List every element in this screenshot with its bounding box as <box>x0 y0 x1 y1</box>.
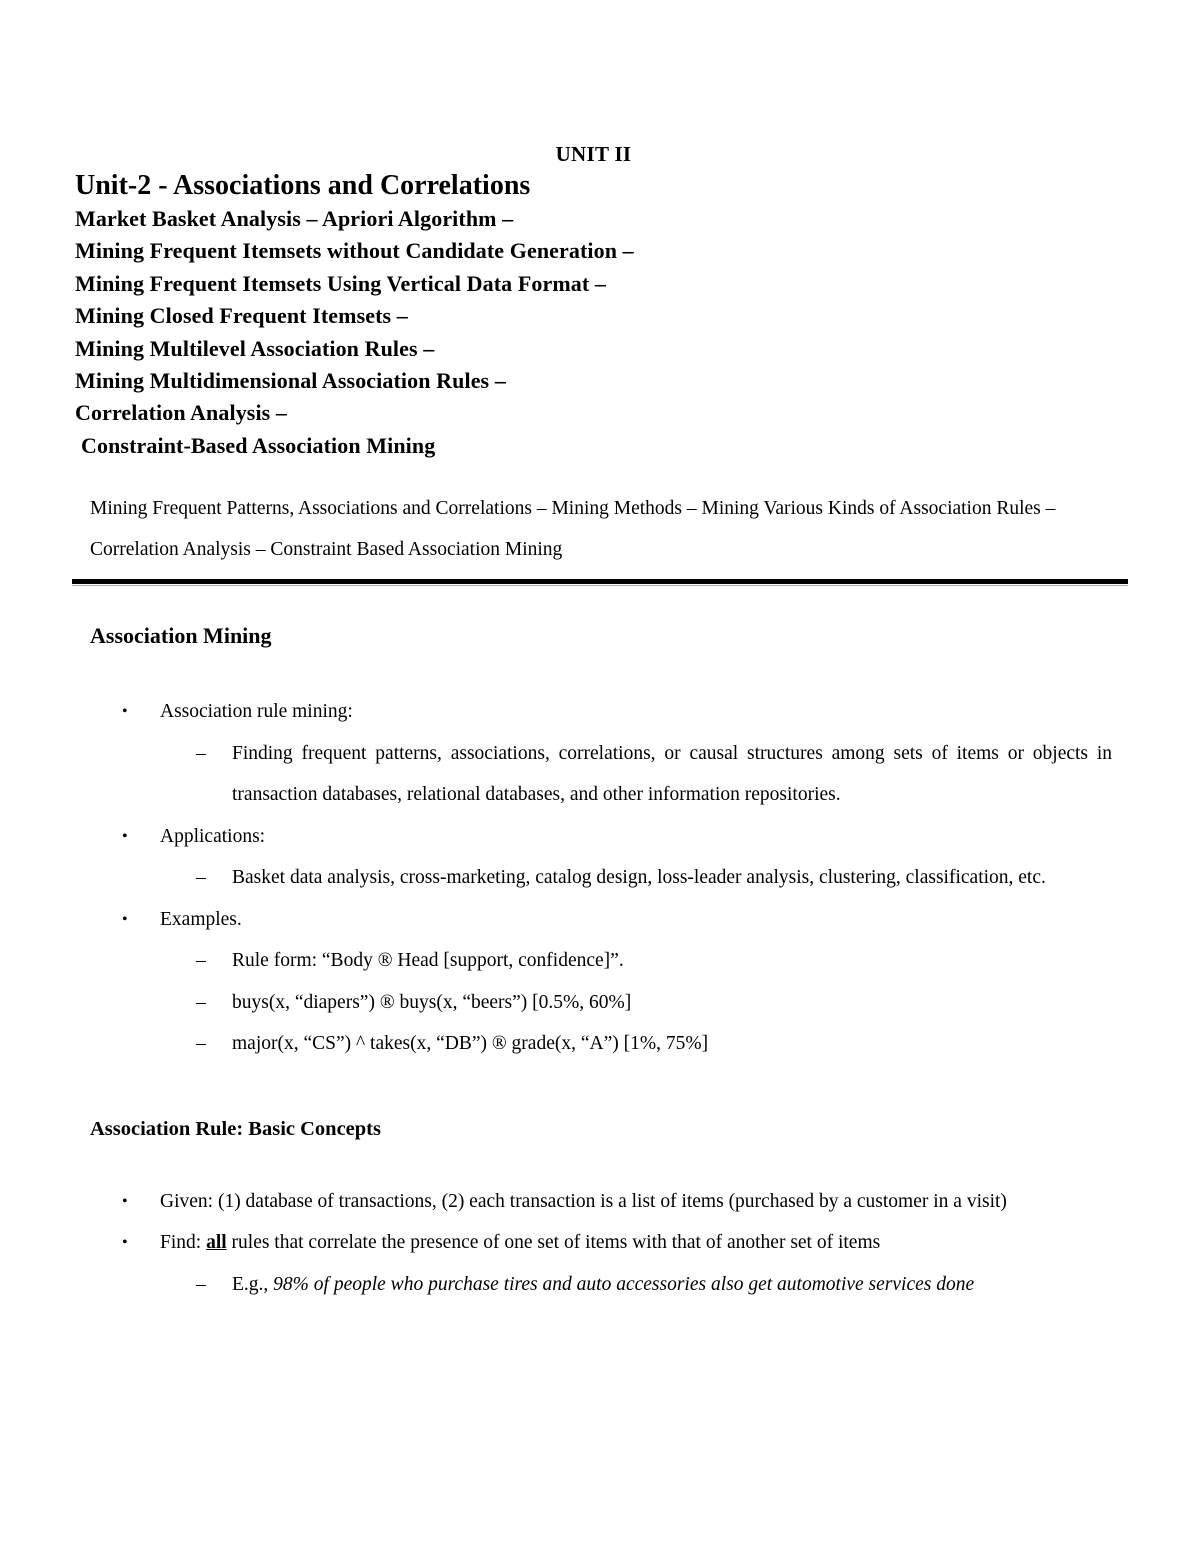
bullet-marker: • <box>122 1192 128 1210</box>
list-item <box>75 691 1112 733</box>
topic-line: Constraint-Based Association Mining <box>81 432 436 458</box>
list-item-text: Examples. <box>160 908 242 930</box>
dash-marker: – <box>196 1033 206 1055</box>
divider-thick-line <box>72 579 1128 584</box>
section-heading-basic-concepts: Association Rule: Basic Concepts <box>90 1117 381 1140</box>
list-item <box>75 1264 1112 1306</box>
topic-list <box>75 203 1112 462</box>
dash-marker: – <box>196 991 206 1013</box>
topic-line: Mining Multidimensional Association Rules – <box>75 368 506 394</box>
section-divider <box>72 579 1128 586</box>
list-item <box>75 899 1112 941</box>
list-item-text: Finding frequent patterns, associations, correlations, or causal structures among sets of items or objects in transaction databases, relational databases, and other information repositories. <box>232 742 1112 806</box>
example-prefix: E.g., <box>232 1273 274 1295</box>
association-mining-list <box>75 691 1112 1065</box>
list-item-text: Association rule mining: <box>160 701 353 723</box>
list-item-text: Applications: <box>160 825 266 847</box>
find-emphasis: all <box>206 1232 227 1254</box>
list-item-text: Given: (1) database of transactions, (2) each transaction is a list of items (purchased by a customer in a visit) <box>160 1190 1007 1212</box>
list-item <box>75 982 1112 1024</box>
topic-line: Mining Frequent Itemsets without Candidate Generation – <box>75 238 634 264</box>
topic-line: Mining Multilevel Association Rules – <box>75 335 435 361</box>
list-item <box>75 1222 1112 1264</box>
find-prefix: Find: <box>160 1232 207 1254</box>
find-suffix: rules that correlate the presence of one set of items with that of another set of items <box>226 1232 881 1254</box>
bullet-marker: • <box>122 703 128 721</box>
list-item <box>75 733 1112 816</box>
list-item-text: buys(x, “diapers”) ® buys(x, “beers”) [0.5%, 60%] <box>232 991 632 1013</box>
dash-marker: – <box>196 742 206 764</box>
list-item-text: Basket data analysis, cross-marketing, catalog design, loss-leader analysis, clustering, classification, etc. <box>232 867 1046 889</box>
dash-marker: – <box>196 867 206 889</box>
topic-line: Mining Closed Frequent Itemsets – <box>75 303 408 329</box>
syllabus-paragraph: Mining Frequent Patterns, Associations and Correlations – Mining Methods – Mining Various Kinds of Association Rules – Correlation Analysis – Constraint Based Association Mining <box>90 498 1056 561</box>
list-item <box>75 857 1112 899</box>
list-item-text: major(x, “CS”) ^ takes(x, “DB”) ® grade(x, “A”) [1%, 75%] <box>232 1033 709 1055</box>
page-title: Unit-2 - Associations and Correlations <box>75 170 531 201</box>
list-item-text <box>232 1264 1112 1306</box>
list-item <box>75 940 1112 982</box>
list-item <box>75 1023 1112 1065</box>
list-item <box>75 1181 1112 1223</box>
example-italic-text: 98% of people who purchase tires and auto accessories also get automotive services done <box>273 1273 975 1295</box>
bullet-marker: • <box>122 827 128 845</box>
section-heading-association-mining: Association Mining <box>90 623 272 649</box>
topic-line: Correlation Analysis – <box>75 400 288 426</box>
list-item <box>75 816 1112 858</box>
dash-marker: – <box>196 950 206 972</box>
list-item-text <box>160 1222 1112 1264</box>
dash-marker: – <box>196 1273 206 1295</box>
topic-line: Mining Frequent Itemsets Using Vertical Data Format – <box>75 270 607 296</box>
bullet-marker: • <box>122 1234 128 1252</box>
basic-concepts-list <box>75 1181 1112 1306</box>
bullet-marker: • <box>122 910 128 928</box>
unit-label: UNIT II <box>555 142 632 166</box>
topic-line: Market Basket Analysis – Apriori Algorithm – <box>75 206 514 231</box>
list-item-text: Rule form: “Body ® Head [support, confidence]”. <box>232 950 624 972</box>
divider-thin-line <box>72 585 1128 586</box>
